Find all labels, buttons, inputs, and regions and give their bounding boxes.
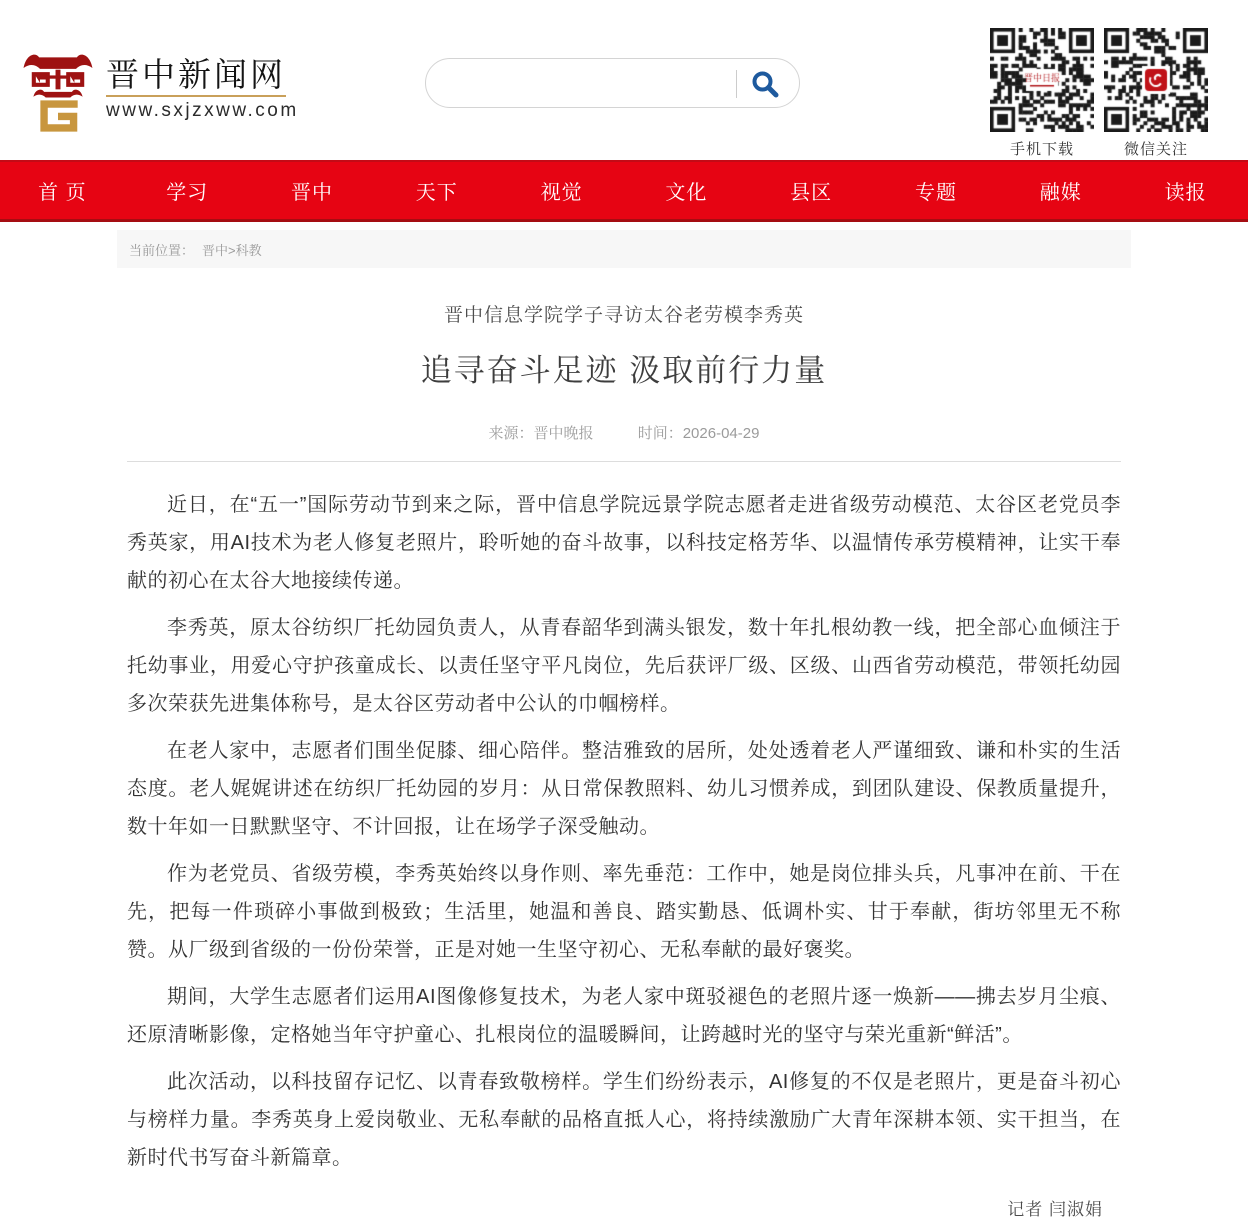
nav-item-jinzhong[interactable]: 晋中 [290, 182, 333, 204]
nav-item-study[interactable]: 学习 [166, 182, 209, 204]
qr-code-image [1104, 28, 1208, 132]
nav-item-media[interactable]: 融媒 [1039, 182, 1082, 204]
article [117, 300, 1131, 1220]
article-paragraph: 期间，大学生志愿者们运用AI图像修复技术，为老人家中斑驳褪色的老照片逐一焕新——拂去岁月尘痕、还原清晰影像，定格她当年守护童心、扎根岗位的温暖瞬间，让跨越时光的坚守与荣光重新“鲜活”。 [127, 986, 1121, 1046]
nav-item-home[interactable]: 首 页 [38, 182, 87, 204]
article-paragraph: 作为老党员、省级劳模，李秀英始终以身作则、率先垂范：工作中，她是岗位排头兵，凡事冲在前、干在先，把每一件琐碎小事做到极致；生活里，她温和善良、踏实勤恳、低调朴实、甘于奉献，街坊邻里无不称赞。从厂级到省级的一份份荣誉，正是对她一生坚守初心、无私奉献的最好褒奖。 [127, 863, 1121, 961]
nav-item-county[interactable]: 县区 [790, 182, 833, 204]
search-input[interactable] [446, 63, 736, 103]
content-container [117, 230, 1131, 1220]
search-divider [736, 70, 737, 98]
search-button[interactable] [745, 67, 785, 101]
qr-mobile-download [990, 28, 1094, 159]
jinzhong-emblem-icon [14, 50, 102, 132]
nav-item-special[interactable]: 专题 [914, 182, 957, 204]
main-nav [0, 160, 1248, 222]
nav-item-visual[interactable]: 视觉 [540, 182, 583, 204]
article-paragraph: 此次活动，以科技留存记忆、以青春致敬榜样。学生们纷纷表示，AI修复的不仅是老照片，更是奋斗初心与榜样力量。李秀英身上爱岗敬业、无私奉献的品格直抵人心，将持续激励广大青年深耕本领、实干担当，在新时代书写奋斗新篇章。 [127, 1071, 1121, 1169]
article-reporter: 记者 闫淑娟 [1007, 1200, 1103, 1219]
nav-item-world[interactable]: 天下 [415, 182, 458, 204]
article-subtitle: 晋中信息学院学子寻访太谷老劳模李秀英 [443, 305, 804, 326]
qr-label: 微信关注 [1123, 141, 1188, 158]
article-paragraph: 近日，在“五一”国际劳动节到来之际，晋中信息学院远景学院志愿者走进省级劳动模范、太谷区老党员李秀英家，用AI技术为老人修复老照片，聆听她的奋斗故事，以科技定格芳华、以温情传承劳模精神，让实干奉献的初心在太谷大地接续传递。 [127, 494, 1121, 592]
nav-item-newspaper[interactable]: 读报 [1164, 182, 1207, 204]
breadcrumb-path[interactable]: 晋中>科教 [202, 242, 262, 258]
site-title-block [106, 50, 299, 122]
breadcrumb-label: 当前位置： [129, 242, 195, 258]
qr-label: 手机下载 [1009, 141, 1074, 158]
article-body [127, 486, 1121, 1177]
site-url: www.sxjzxww.com [106, 100, 299, 121]
qr-section [990, 28, 1208, 159]
qr-code-image [990, 28, 1094, 132]
article-divider [127, 461, 1121, 462]
article-paragraph: 李秀英，原太谷纺织厂托幼园负责人，从青春韶华到满头银发，数十年扎根幼教一线，把全部心血倾注于托幼事业，用爱心守护孩童成长、以责任坚守平凡岗位，先后获评厂级、区级、山西省劳动模范，带领托幼园多次荣获先进集体称号，是太谷区劳动者中公认的巾帼榜样。 [127, 617, 1121, 715]
article-source: 来源：晋中晚报 [488, 425, 594, 442]
article-paragraph: 在老人家中，志愿者们围坐促膝、细心陪伴。整洁雅致的居所，处处透着老人严谨细致、谦和朴实的生活态度。老人娓娓讲述在纺织厂托幼园的岁月：从日常保教照料、幼儿习惯养成，到团队建设、保教质量提升，数十年如一日默默坚守、不计回报，让在场学子深受触动。 [127, 740, 1121, 838]
qr-wechat-follow [1104, 28, 1208, 159]
article-meta [127, 422, 1121, 443]
page-header [0, 0, 1248, 160]
site-name-underline [106, 95, 286, 97]
search-bar [425, 58, 800, 108]
article-title: 追寻奋斗足迹 汲取前行力量 [420, 353, 828, 388]
breadcrumb [117, 230, 1131, 268]
nav-item-culture[interactable]: 文化 [665, 182, 708, 204]
site-name: 晋中新闻网 [106, 56, 286, 93]
article-time: 时间：2026-04-29 [637, 425, 760, 442]
site-logo[interactable] [14, 50, 299, 132]
search-icon [749, 68, 781, 100]
